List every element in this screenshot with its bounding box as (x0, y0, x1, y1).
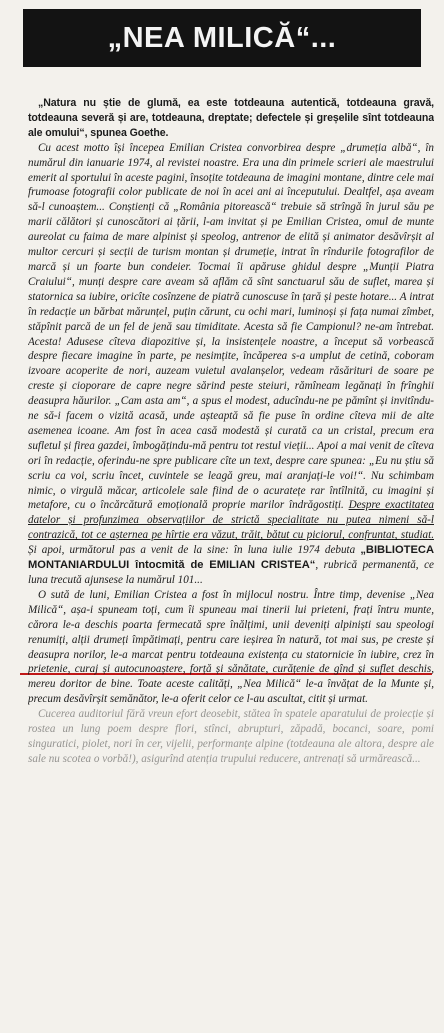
paragraph-1-tail-a: Și apoi, următorul pas a venit de la sine: în luna iulie 1974 debuta (28, 544, 356, 557)
article-body (28, 96, 434, 1006)
lead-quote: „Natura nu știe de glumă, ea este totdeauna autentică, totdeauna gravă, totdeauna severă și are, totdeauna, dreptate; defectele și greșelile sînt totdeauna ale omului“, spunea Goethe. (28, 97, 434, 139)
paragraph-1-text: Cu acest motto își începea Emilian Cristea convorbirea despre „drumeția albă“, în numărul din ianuarie 1974, al revistei noastre. Era una din primele scrieri ale maestrului emerit al sportului în aceste pagini, însoțite totdeauna de imagini montane, dintre cele mai frumoase fotografii color publicate de noi în acei ani ai începutului. Dealtfel, așa aveam să-l cunoaștem... Conștienți că „România pitorească“ trebuie să strîngă în jurul său pe marii călători și cunoscători ai țării, l-am invitat și pe Emilian Cristea, omul de munte aureolat cu faima de mare alpinist și speolog, antrenor de elită și animator desăvîrșit al multor cercuri și secții de turism montan și drumeție, intrat în rîndurile fotografilor de marcă și un foarte bun condeier. Tocmai îi apăruse ghidul despre „Munții Piatra Craiului“, munți despre care aveam să aflăm că sînt sanctuarul său de suflet, marea și statornica sa iubire, oricîte cosînzene de piatră cunoscuse în țară și peste hotare... A intrat în redacție un bărbat mărunțel, puțin cărunt, cu ochi mari, luminoși și fața numai zîmbet, stăpînit parcă de un fel de jenă sau timiditate. Acesta să fie Campionul? ne-am întrebat. Acesta! Adusese cîteva diapozitive și, la insistențele noastre, a început să vorbească despre fiecare imagine în parte, pe nesimțite, încăperea s-a umplut de cetină, coboram izvoare acoperite de nori, auzeam vuietul avalanșelor, vedeam răsărituri de soare pe creste și cioporare de capre negre sărind peste steiuri, rămîneam legănați în frînghii deasupra hăurilor. „Cam asta am“, a spus el modest, aducîndu-ne pe pămînt și invitîndu-ne să-i facem o vizită acasă, unde așteaptă să fie puse în ordine cîteva mii de alte asemenea icoane. Am fost în acea casă modestă și curată ca un cristal, precum era sufletul și firea gazdei, îmbogățindu-mă pentru tot restul vieții... Apoi a mai venit de cîteva ori în redacție, oferindu-ne spre publicare cîte un text, despre care spunea: „Eu nu știu să scriu ca voi, scriu încet, cuvintele se leagă greu, mai aranjați-le voi!“. Nu schimbam nimic, o virgulă măcar, articolele sale fiind de o acuratețe rar întîlnită, cu imagini și metafore, cu o încărcătură emoțională proprie marilor îndrăgostiți. (28, 141, 434, 512)
paragraph-3: Cucerea auditoriul fără vreun efort deosebit, stătea în spatele aparatului de proiecție și rostea un lung poem despre flori, stînci, abrupturi, zăpadă, bocanci, soare, pomi singuratici, piolet, nori în cer, vijelii, performanțe alpine (totdeauna ale altora, despre ale sale nu scotea o vorbă!), asigurînd atenția trupului reducere, antrenați să urmărească... (28, 708, 434, 765)
column-name: „BIBLIOTECA MONTANIARDULUI întocmită de EMILIAN CRISTEA“ (28, 544, 434, 572)
paragraph-1-tail-b: , rubrică permanentă, ce luna trecută ajunsese la numărul 101... (28, 559, 434, 586)
paragraph-1 (28, 141, 434, 588)
article-title: „NEA MILICĂ“... (107, 21, 337, 54)
underlined-passage: Despre exactitatea datelor și profunzimea observațiilor de strictă specialitate nu putea nimeni să-l contrazică, tot ce așternea pe hîrtie era văzut, trăit, bătut cu piciorul, confruntat, studiat. (28, 499, 434, 542)
paragraph-2: O sută de luni, Emilian Cristea a fost în mijlocul nostru. Între timp, devenise „Nea Milică“, așa-i spuneam toți, cum îi spuneau mai tinerii lui prieteni, frați întru munte, cărora le-a deschis poarta fermecată spre înălțimi, unii deveniți alpiniști sau speologi renumiți, alții drumeți împătimați, pentru care ieșirea în natură, tot mai sus, pe creste și deasupra norilor, le-a marcat pentru totdeauna existența cu statornicie în iubire, crez în prietenie, curaj și autocunoaștere, forță și sănătate, curățenie de gînd și suflet deschis, mereu doritor de bine. Toate aceste calități, „Nea Milică“ le-a învățat de la Munte și, precum desăvîrșit semănător, le-a oferit celor ce l-au ascultat, citit și urmat. (28, 588, 434, 706)
title-banner (23, 9, 421, 67)
